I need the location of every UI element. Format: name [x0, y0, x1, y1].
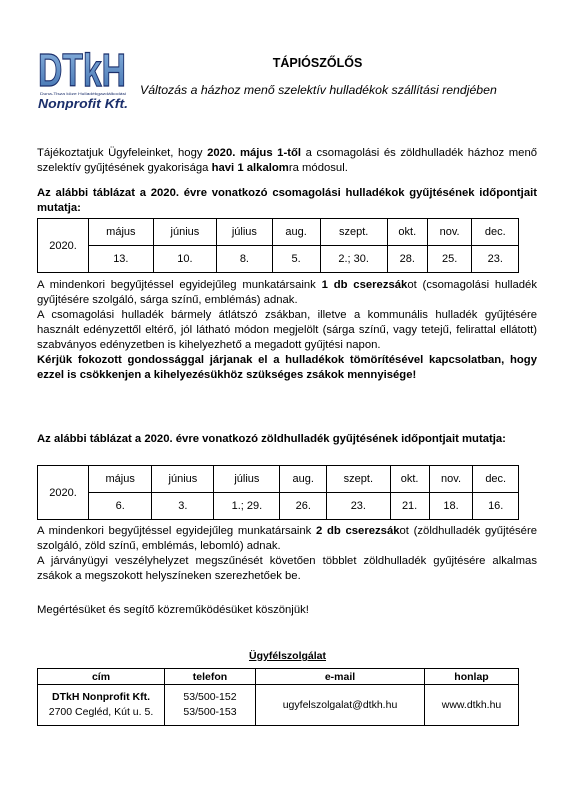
contact-website[interactable]: www.dtkh.hu: [425, 685, 519, 726]
intro-text-1: Tájékoztatjuk Ügyfeleinket, hogy: [37, 147, 208, 159]
intro-text-2: a csomagolási és zöldhulladék házhoz menő szelektív gyűjtésének gyakorisága: [37, 147, 538, 174]
green-year: 2020.: [38, 466, 89, 520]
contact-address-cell: [38, 685, 165, 726]
green-month: okt.: [390, 466, 429, 493]
green-month: aug.: [280, 466, 327, 493]
green-day: 16.: [473, 493, 519, 520]
packaging-month: július: [217, 219, 273, 246]
packaging-day: 8.: [217, 246, 273, 273]
packaging-note-text: A mindenkori begyűjtéssel egyidejűleg munkatársaink: [37, 279, 322, 291]
contact-header-phone: telefon: [165, 669, 256, 685]
contact-header-website: honlap: [425, 669, 519, 685]
contact-title: Ügyfélszolgálat: [248, 650, 327, 662]
green-note-text: ot (zöldhulladék gyűjtésére szolgáló, zöld színű, emblémás, lebomló) adnak.: [37, 525, 538, 552]
packaging-month: aug.: [272, 219, 320, 246]
packaging-month: nov.: [427, 219, 472, 246]
packaging-note-text: ot (csomagolási hulladék gyűjtésére szolgáló, sárga színű, emblémás) adnak.: [37, 279, 537, 306]
packaging-day: 10.: [153, 246, 216, 273]
packaging-note-warning: Kérjük fokozott gondossággal járjanak el a hulladékok tömörítésével kapcsolatban, hogy ezzel is csökkenjen a kihelyezésükhöz szükséges zsákok mennyisége!: [37, 354, 537, 381]
green-day: 18.: [429, 493, 473, 520]
packaging-month: okt.: [387, 219, 427, 246]
intro-text-3: ra módosul.: [288, 162, 348, 174]
green-day: 26.: [280, 493, 327, 520]
intro-frequency: havi 1 alkalom: [211, 162, 289, 174]
packaging-notes: [37, 278, 537, 383]
green-month: nov.: [429, 466, 473, 493]
packaging-day: 5.: [272, 246, 320, 273]
intro-date: 2020. május 1-től: [207, 147, 302, 159]
green-day: 6.: [89, 493, 152, 520]
contact-email[interactable]: ugyfelszolgalat@dtkh.hu: [256, 685, 425, 726]
packaging-day: 13.: [89, 246, 154, 273]
packaging-note-bags: [37, 278, 537, 308]
green-month: dec.: [473, 466, 519, 493]
svg-text:Duna-Tisza köze Hulladékgazdál: Duna-Tisza köze Hulladékgazdálkodási: [40, 91, 127, 96]
packaging-day: 25.: [427, 246, 472, 273]
contact-header-email: e-mail: [256, 669, 425, 685]
green-day: 3.: [152, 493, 214, 520]
packaging-day: 2.; 30.: [320, 246, 387, 273]
packaging-note-containers: A csomagolási hulladék bármely átlátszó zsákban, illetve a kommunális hulladék gyűjtésére használt edényzettől eltérő, jól látható módon megjelölt (sárga színű, vagy tetejű, felirattal ellátott) szabványos edényzetben is kihelyezhető a megadott gyűjtési napon.: [37, 309, 537, 351]
packaging-month: június: [153, 219, 216, 246]
contact-header-address: cím: [38, 669, 165, 685]
svg-text:Nonprofit Kft.: Nonprofit Kft.: [38, 96, 128, 110]
company-address: 2700 Cegléd, Kút u. 5.: [48, 706, 154, 718]
phone-number: 53/500-153: [183, 706, 237, 718]
company-name: DTkH Nonprofit Kft.: [52, 691, 150, 703]
green-month: szept.: [327, 466, 390, 493]
green-heading: Az alábbi táblázat a 2020. évre vonatkozó zöldhulladék gyűjtésének időpontjait mutatja:: [37, 433, 506, 445]
packaging-month: dec.: [472, 219, 519, 246]
packaging-month: szept.: [320, 219, 387, 246]
green-day: 23.: [327, 493, 390, 520]
green-schedule-table: [37, 465, 519, 520]
packaging-schedule-table: [37, 218, 519, 273]
contact-table: [37, 668, 519, 726]
packaging-heading: Az alábbi táblázat a 2020. évre vonatkozó csomagolási hulladékok gyűjtésének időpontjait mutatja:: [37, 187, 537, 214]
green-note-bags: [37, 524, 537, 554]
page-title: TÁPIÓSZŐLŐS: [272, 56, 363, 70]
green-notes: [37, 524, 537, 584]
green-note-text: A mindenkori begyűjtéssel egyidejűleg munkatársaink: [37, 525, 317, 537]
green-month: május: [89, 466, 152, 493]
phone-number: 53/500-152: [183, 691, 237, 703]
page-subtitle: Változás a házhoz menő szelektív hulladékok szállítási rendjében: [140, 83, 497, 97]
svg-text:DTkH: DTkH: [38, 44, 126, 96]
packaging-bag-count: 1 db cserezsák: [321, 279, 408, 291]
packaging-day: 23.: [472, 246, 519, 273]
intro-paragraph: [37, 146, 537, 176]
green-day: 21.: [390, 493, 429, 520]
green-note-extra-bags: A járványügyi veszélyhelyzet megszűnését követően többlet zöldhulladék gyűjtésére alkalmas zsákok a megszokott helyszíneken szerezhetőek be.: [37, 555, 537, 582]
green-month: július: [214, 466, 280, 493]
thanks-text: Megértésüket és segítő közreműködésüket köszönjük!: [37, 604, 309, 616]
packaging-day: 28.: [387, 246, 427, 273]
packaging-month: május: [89, 219, 154, 246]
contact-phone-cell: [165, 685, 256, 726]
dtkh-logo: [36, 44, 130, 110]
green-month: június: [152, 466, 214, 493]
green-day: 1.; 29.: [214, 493, 280, 520]
packaging-year: 2020.: [38, 219, 89, 273]
green-bag-count: 2 db cserezsák: [316, 525, 400, 537]
